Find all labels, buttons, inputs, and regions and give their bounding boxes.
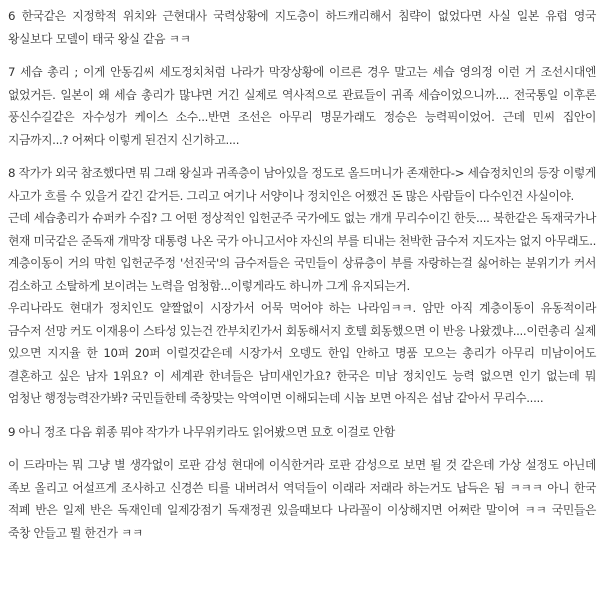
paragraph-spacer xyxy=(8,50,596,61)
paragraph-spacer xyxy=(8,410,596,421)
paragraph-9-temple-name: 9 아니 정조 다음 휘종 뭐야 작가가 나무위키라도 읽어봤으면 묘호 이걸로 안함 xyxy=(8,424,395,439)
paragraph-drama-conclusion: 이 드라마는 뭐 그냥 별 생각없이 로판 감성 현대에 이식한거라 로판 감성으로 보면 될 것 같은데 가상 설정도 아닌데 족보 올리고 어설프게 조사하고 신경쓴 티를 내버려서 역덕들이 이래라 저래라 하는거도 납득은 됨 ㅋㅋㅋ 아니 한국 적폐 반은 일제 반은 독재인데 일제강점기 독재정권 있을때보다 나라꼴이 이상해지면 어쩌란 말이여 ㅋㅋ 국민들은 죽창 안들고 뭘 한건가 ㅋㅋ xyxy=(8,458,596,540)
paragraph-spacer xyxy=(8,151,596,162)
paragraph-supercar-collection: 근데 세습총리가 슈퍼카 수집? 그 어떤 정상적인 입헌군주 국가에도 없는 개개 무리수이긴 한듯.... 북한같은 독재국가나 현재 미국같은 준독재 개막장 대통령 나온 국가 아니고서야 자신의 부를 티내는 천박한 금수저 지도자는 없지 아무래도.. 계층이동이 거의 막힌 입헌군주정 '선진국'의 금수저들은 국민들이 상류층이 부를 자랑하는걸 싫어하는 분위기가 커서 검소하고 소탈하게 보이려는 노력을 엄청함...이렇게라도 하니까 그게 유지되는거. xyxy=(8,211,596,293)
paragraph-spacer xyxy=(8,443,596,454)
paragraph-6-monarchy: 6 한국같은 지정학적 위치와 근현대사 국력상황에 지도층이 하드캐리해서 침략이 없었다면 사실 일본 유럽 영국 왕실보다 모델이 태국 왕실 같음 ㅋㅋ xyxy=(8,9,596,46)
paragraph-7-hereditary-pm: 7 세습 총리 ; 이게 안동김씨 세도정치처럼 나라가 막장상황에 이르른 경우 말고는 세습 영의정 이런 거 조선시대엔 없었거든. 일본이 왜 세습 총리가 많냐면 거긴 실제로 역사적으로 관료들이 귀족 세습이었으니까.... 전국통일 이후론 풍신수길같은 자수성가 케이스 소수...반면 조선은 아무리 명문가래도 정승은 능력픽이었어. 근데 민씨 집안이 지금까지...? 어쩌다 이렇게 된건지 신기하고.... xyxy=(8,65,596,147)
paragraph-8-foreign-reference: 8 작가가 외국 참조했다면 뭐 그래 왕실과 귀족층이 남아있을 정도로 올드머니가 존재한다-> 세습정치인의 등장 이렇게 사고가 흐를 수 있을거 같긴 같거든. 그리고 여기나 서양이나 정치인은 어쨌건 돈 많은 사람들이 다수인건 사실이야. xyxy=(8,166,596,203)
paragraph-korean-politicians: 우리나라도 현대가 정치인도 얄짤없이 시장가서 어묵 먹어야 하는 나라임ㅋㅋ. 암만 아직 계층이동이 유동적이라 금수저 선망 커도 이재용이 스타성 있는건 깐부치킨가서 회동해서지 호텔 회동했으면 이 반응 나왔겠냐....이런총리 실제 있으면 지지율 한 10퍼 20퍼 이럴것같은데 시장가서 오뎅도 한입 안하고 명품 모으는 총리가 아무리 미남이어도 결혼하고 싶은 남자 1위요? 이 세계관 한녀들은 남미새인가요? 한국은 미남 정치인도 능력 없으면 인기 없는데 뭐 엄청난 행정능력잔가봐? 국민들한테 죽창맞는 악역이면 이해되는데 시놉 보면 아직은 섭남 같아서 무리수..... xyxy=(8,301,596,405)
